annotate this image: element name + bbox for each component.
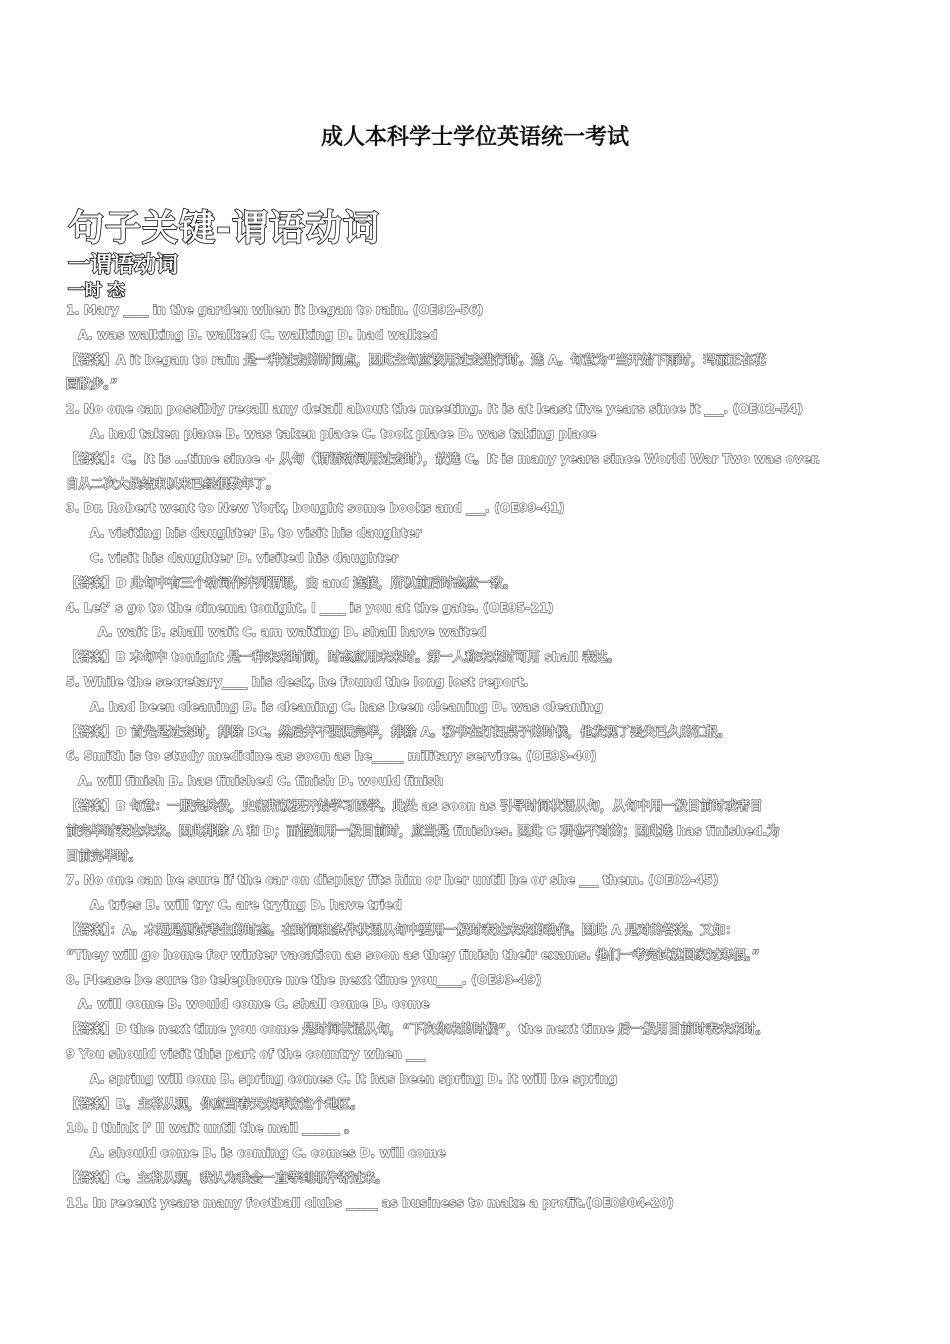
question-4: 4. Let’ s go to the cinema tonight. I ____ is you at the gate. (OE95-21)	[66, 599, 554, 615]
question-5: 5. While the secretary____ his desk, he found the long lost report.	[66, 673, 529, 689]
question-9: 9 You should visit this part of the country when ___	[66, 1045, 425, 1061]
options-3a: A. visiting his daughter B. to visit his daughter	[90, 525, 422, 541]
answer-6-cont2: 目前完毕时。	[66, 847, 142, 863]
answer-7: 【答案】：A。本题是测试考生的时态。在时间和条件状语从句中要用一般时表达未来的动作。因此 A 是对的答案。又如：	[66, 921, 738, 937]
options-10: A. should come B. is coming C. comes D. will come	[90, 1145, 446, 1161]
question-1: 1. Mary ____ in the garden when it began to rain. (OE92-56)	[66, 302, 484, 317]
answer-6: 【答案】B 句意：一服完兵役，史密斯就要开始学习医学。此处 as soon as 引导时间状语从句，从句中用一般目前时或者目	[66, 797, 763, 813]
section-title: 句子关键-谓语动词	[68, 208, 380, 249]
options-3b: C. visit his daughter D. visited his daughter	[90, 549, 398, 565]
question-11: 11. In recent years many football clubs _____ as business to make a profit.(OE0904-20)	[66, 1194, 674, 1210]
answer-9: 【答案】B。主将从现，你应当春天来拜访这个地区。	[66, 1095, 364, 1111]
subsubsection-title: 一时 态	[68, 281, 125, 301]
question-3: 3. Dr. Robert went to New York, bought some books and ___. (OE99-41)	[66, 500, 565, 516]
answer-4: 【答案】B 本句中 tonight 是一种未来时间，时态应用未来时。第一人称未来时可用 shall 表达。	[66, 649, 620, 665]
question-list	[66, 298, 886, 1215]
options-8: A. will come B. would come C. shall come D. come	[78, 996, 430, 1012]
answer-3: 【答案】D 此句中有三个动词作并列谓语，由 and 连接，所以前后时态应一致。	[66, 574, 516, 590]
answer-1: 【答案】A it began to rain 是一种过去的时间点，因此主句应该用过去进行时。选 A。句意为“当开始下雨时，玛丽正在花	[66, 351, 766, 367]
answer-5: 【答案】D 首先是过去时，排除 BC。然后并不强调完毕，排除 A。秘书在打扫桌子的时候，他发现了丢失已久的汇报。	[66, 723, 731, 739]
options-5: A. had been cleaning B. is cleaning C. has been cleaning D. was cleaning	[90, 698, 603, 714]
question-10: 10. I think I’ ll wait until the mail ______ 。	[66, 1120, 357, 1136]
options-7: A. tries B. will try C. are trying D. have tried	[90, 897, 402, 913]
options-9: A. spring will com B. spring comes C. It has been spring D. It will be spring	[90, 1070, 618, 1086]
question-7: 7. No one can be sure if the car on display fits him or her until he or she ___ them. (OE02-45)	[66, 872, 719, 888]
answer-1-cont: 园散步。”	[66, 376, 118, 392]
subsection-title: 一谓语动词	[68, 253, 179, 278]
options-6: A. will finish B. has finished C. finish D. would finish	[78, 773, 444, 789]
question-6: 6. Smith is to study medicine as soon as he_____ military service. (OE93-40)	[66, 748, 597, 764]
answer-2: 【答案】：C。It is …time since + 从句（谓语动词用过去时），故选 C。It is many years since World War Two was over.	[66, 450, 821, 466]
options-1: A. was walking B. walked C. walking D. had walked	[78, 326, 438, 342]
answer-2-cont: 自从二次大战结束以来已经很数年了。	[66, 475, 279, 491]
options-2: A. had taken place B. was taken place C. took place D. was taking place	[90, 425, 597, 441]
answer-10: 【答案】C。主将从现，我认为我会一直等到邮件寄过来。	[66, 1169, 388, 1185]
question-8: 8. Please be sure to telephone me the next time you____. (OE93-49)	[66, 971, 542, 987]
document-title: 成人本科学士学位英语统一考试	[320, 124, 629, 150]
answer-8: 【答案】D the next time you come 是时间状语从句，“下次你来的时候”，the next time 后一般用目前时表未来时。	[66, 1021, 769, 1037]
answer-7-cont: “They will go home for winter vacation as soon as they finish their exams. 他们一考完试就回家过寒假。”	[66, 946, 760, 962]
question-2: 2. No one can possibly recall any detail about the meeting. It is at least five years since it ___. (OE02-54)	[66, 401, 804, 417]
answer-6-cont: 前完毕时表达未来。因此排除 A 和 D；而假如用一般目前时，应当是 finishes. 因此 C 项也不对的；因此选 has finished.为	[66, 822, 780, 838]
options-4: A. wait B. shall wait C. am waiting D. shall have waited	[98, 624, 487, 640]
